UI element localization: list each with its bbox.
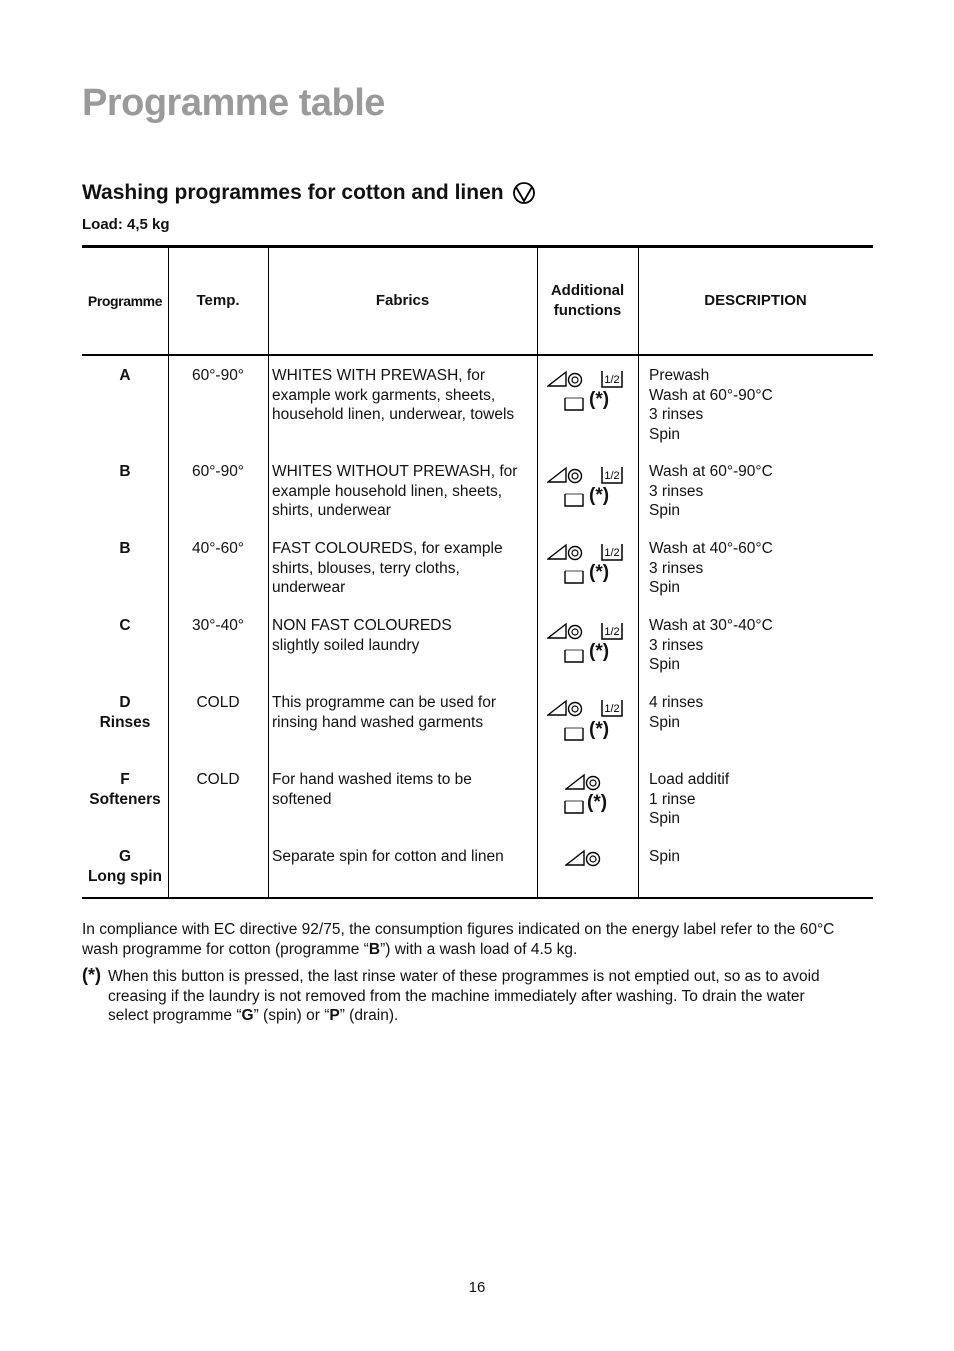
spin-reduction-icon xyxy=(547,699,583,717)
additional-functions-cell xyxy=(537,366,637,416)
fabrics-cell xyxy=(272,847,534,867)
description-line: Load additif xyxy=(649,771,730,788)
fabrics-line: rinsing hand washed garments xyxy=(272,713,484,731)
header-rule xyxy=(82,354,873,356)
temp-cell: 60°-90° xyxy=(191,463,245,480)
programme-code: C xyxy=(119,617,131,634)
programme-cell xyxy=(82,366,168,386)
load-capacity: Load: 4,5 kg xyxy=(82,216,170,233)
fabrics-cell xyxy=(272,462,534,521)
fabrics-cell xyxy=(272,616,534,655)
description-cell xyxy=(649,847,869,867)
description-line: 3 rinses xyxy=(649,482,704,500)
icon-group xyxy=(537,693,637,743)
programme-cell xyxy=(82,462,168,482)
rinse-hold-icon xyxy=(563,394,585,412)
fabrics-line: Separate spin for cotton and linen xyxy=(272,848,504,865)
footnote-programme: P xyxy=(329,1007,340,1024)
icon-group xyxy=(537,616,637,666)
page-title: Programme table xyxy=(82,82,385,124)
compliance-line: In compliance with EC directive 92/75, the consumption figures indicated on the energy label refer to the 60°C xyxy=(82,921,835,938)
half-load-icon xyxy=(600,698,624,718)
footnote-line: select programme “ xyxy=(108,1007,242,1024)
description-line: Spin xyxy=(649,713,681,731)
rinse-hold-icon xyxy=(563,797,585,815)
description-line: Wash at 30°-40°C xyxy=(649,617,773,634)
fabrics-cell xyxy=(272,693,534,732)
temp-cell: 30°-40° xyxy=(191,617,245,634)
half-load-icon xyxy=(600,465,624,485)
compliance-text: wash programme for cotton (programme “ xyxy=(82,940,369,958)
footnote-line: ” (spin) or “ xyxy=(253,1007,330,1024)
half-load-icon xyxy=(600,542,624,562)
programme-table xyxy=(82,245,873,899)
fabrics-line: NON FAST COLOUREDS xyxy=(272,617,452,634)
temp-cell: 40°-60° xyxy=(191,540,245,557)
fabrics-line: softened xyxy=(272,790,332,808)
temp-cell: COLD xyxy=(196,771,240,788)
compliance-text: ”) with a wash load of 4.5 kg. xyxy=(380,940,578,958)
description-cell xyxy=(649,462,869,521)
programme-cell xyxy=(82,770,168,809)
programme-name: Rinses xyxy=(99,713,151,731)
fabrics-line: FAST COLOUREDS, for example xyxy=(272,540,503,557)
description-line: Spin xyxy=(649,502,681,519)
programme-cell xyxy=(82,847,168,886)
fabrics-line: WHITES WITH PREWASH, for xyxy=(272,367,485,384)
icon-group xyxy=(537,770,637,820)
additional-functions-cell xyxy=(537,693,637,743)
fabrics-line: shirts, underwear xyxy=(272,502,391,519)
cotton-program-icon xyxy=(512,181,536,205)
header-programme: Programme xyxy=(87,293,163,309)
description-line: Spin xyxy=(649,579,681,596)
description-cell xyxy=(649,770,869,829)
footnote xyxy=(82,967,872,1026)
header-description: DESCRIPTION xyxy=(704,292,807,309)
half-load-icon xyxy=(600,621,624,641)
fabrics-line: This programme can be used for xyxy=(272,694,496,711)
half-load-label: 1/2 xyxy=(604,374,620,386)
programme-cell xyxy=(82,693,168,732)
additional-functions-cell xyxy=(537,847,637,897)
header-additional-line: functions xyxy=(553,302,622,319)
header-fabrics: Fabrics xyxy=(375,292,430,309)
description-cell xyxy=(649,693,869,732)
programme-code: B xyxy=(119,463,131,480)
temp-cell: COLD xyxy=(196,694,240,711)
programme-code: B xyxy=(119,540,131,557)
section-title xyxy=(82,181,536,205)
fabrics-line: example household linen, sheets, xyxy=(272,482,503,500)
fabrics-line: underwear xyxy=(272,579,346,596)
footnote-mark: (*) xyxy=(82,965,101,985)
compliance-note xyxy=(82,920,872,959)
programme-code: G xyxy=(118,848,132,865)
additional-functions-cell xyxy=(537,770,637,820)
spin-reduction-icon xyxy=(547,543,583,561)
fabrics-line: shirts, blouses, terry cloths, xyxy=(272,559,460,577)
footnote-programme: G xyxy=(241,1007,254,1024)
half-load-label: 1/2 xyxy=(604,547,620,559)
fabrics-line: slightly soiled laundry xyxy=(272,636,420,654)
rinse-hold-icon xyxy=(563,646,585,664)
compliance-programme: B xyxy=(368,940,381,958)
fabrics-cell xyxy=(272,770,534,809)
description-line: 3 rinses xyxy=(649,559,704,577)
programme-cell xyxy=(82,616,168,636)
half-load-label: 1/2 xyxy=(604,626,620,638)
fabrics-line: WHITES WITHOUT PREWASH, for xyxy=(272,463,518,480)
section-title-text: Washing programmes for cotton and linen xyxy=(82,181,504,204)
footnote-line: creasing if the laundry is not removed from the machine immediately after washing. To drain the water xyxy=(108,987,805,1005)
description-cell xyxy=(649,616,869,675)
icon-group xyxy=(537,366,637,416)
header-additional-functions xyxy=(537,248,638,354)
spin-reduction-icon xyxy=(565,773,601,791)
icon-group xyxy=(537,539,637,589)
temp-cell: 60°-90° xyxy=(191,367,245,384)
programme-name: Softeners xyxy=(89,790,161,808)
description-line: Spin xyxy=(649,656,681,673)
rinse-hold-label: (*) xyxy=(589,641,610,662)
fabrics-cell xyxy=(272,539,534,598)
description-line: 3 rinses xyxy=(649,406,704,423)
fabrics-line: household linen, underwear, towels xyxy=(272,406,515,423)
additional-functions-cell xyxy=(537,539,637,589)
description-line: 3 rinses xyxy=(649,636,704,654)
icon-group xyxy=(537,847,637,897)
rinse-hold-icon xyxy=(563,490,585,508)
additional-functions-cell xyxy=(537,616,637,666)
icon-group xyxy=(537,462,637,512)
programme-cell xyxy=(82,539,168,559)
description-cell xyxy=(649,539,869,598)
programme-code: F xyxy=(120,771,130,788)
description-line: Spin xyxy=(649,810,681,827)
rinse-hold-label: (*) xyxy=(589,389,610,410)
description-line: 1 rinse xyxy=(649,790,696,808)
description-line: Wash at 60°-90°C xyxy=(649,386,773,404)
rinse-hold-label: (*) xyxy=(587,792,608,813)
description-line: Wash at 60°-90°C xyxy=(649,463,773,480)
spin-reduction-icon xyxy=(547,466,583,484)
footnote-line: When this button is pressed, the last rinse water of these programmes is not emptied out, so as to avoid xyxy=(108,968,820,985)
rinse-hold-label: (*) xyxy=(589,719,610,740)
spin-reduction-icon xyxy=(565,849,601,867)
programme-name: Long spin xyxy=(87,867,163,885)
spin-reduction-icon xyxy=(547,622,583,640)
description-line: Spin xyxy=(649,425,681,443)
footnote-text xyxy=(82,967,872,1026)
rinse-hold-label: (*) xyxy=(589,562,610,583)
fabrics-cell xyxy=(272,366,534,425)
footnote-line: ” (drain). xyxy=(339,1007,399,1024)
rinse-hold-icon xyxy=(563,724,585,742)
page-number: 16 xyxy=(468,1279,486,1296)
rinse-hold-label: (*) xyxy=(589,485,610,506)
half-load-label: 1/2 xyxy=(604,703,620,715)
half-load-icon xyxy=(600,369,624,389)
description-cell xyxy=(649,366,869,444)
programme-code: D xyxy=(119,694,131,711)
description-line: Spin xyxy=(649,848,681,865)
additional-functions-cell xyxy=(537,462,637,512)
header-additional-line: Additional xyxy=(550,282,625,299)
description-line: Wash at 40°-60°C xyxy=(649,540,773,557)
fabrics-line: For hand washed items to be xyxy=(272,771,472,788)
programme-code: A xyxy=(119,367,131,384)
half-load-label: 1/2 xyxy=(604,470,620,482)
spin-reduction-icon xyxy=(547,370,583,388)
header-temp: Temp. xyxy=(196,292,240,309)
description-line: Prewash xyxy=(649,367,710,384)
rinse-hold-icon xyxy=(563,567,585,585)
description-line: 4 rinses xyxy=(649,694,704,711)
fabrics-line: example work garments, sheets, xyxy=(272,386,496,404)
